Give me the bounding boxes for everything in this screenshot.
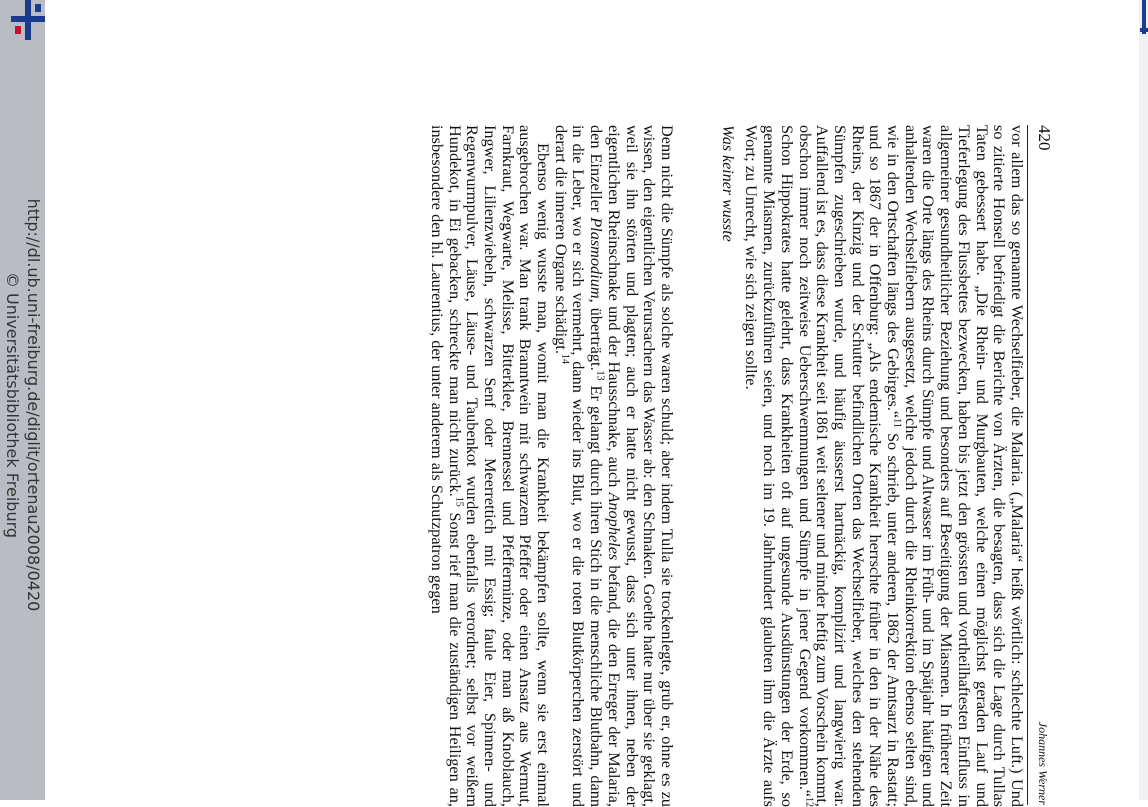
university-logo-icon [0, 0, 45, 50]
footnote-ref: 14 [559, 353, 571, 364]
paragraph-1: vor allem das so genannte Wechselfieber, die Malaria. („Malaria“ heißt wörtlich: schlechte Luft.) Und so zitierte Honsell befriedigt die Berichte von Ärzten, die besagten, dass sich die Lage durch Tullas Taten gebessert habe. „Die Rhein- und Murgbauten, welche einen möglichst geraden Lauf und Tieferlegung des Flussbettes bezwecken, haben bis jetzt den grössten und vortheilhaftesten Einfluss in allgemeiner gesundheitlicher Beziehung und besonders auf Beseitigung der Miasmen. In früherer Zeit waren die Orte längs des Rheins durch Sümpfe und Altwasser im Früh- und im Spätjahr häufigen und anhaltenden Wechselfiebern ausgesetzt, welche jedoch durch die Rheinkorrektion ebenso selten sind, wie in den Ortschaften längs des Gebirges.“$^{11}$ So schrieb, unter anderen, 1862 der Amtsarzt in Rastatt; und so 1867 der in Offenburg: „Als endemische Krankheit herrschte früher in den in der Nähe des Rheins, der Kinzig und der Schutter befindlichen Orten das Wechselfieber, welches den stehenden Sümpfen zugeschrieben wurde, und häufig äusserst hartnäckig, komplizirt und langwierig war. Auffallend ist es, dass diese Krankheit seit 1861 weit seltener und minder heftig zum Vorschein kommt, obschon immer noch zeitweise Ueberschwemmungen und Sümpfe in jener Gegend vorkommen.“$^{12}$ Schon Hippokrates hatte gelehrt, dass Krankheiten oft auf ungesunde Ausdünstungen der Erde, so genannte Miasmen, zurückzuführen seien, und noch im 19. Jahrhundert glaubten ihm die Ärzte aufs Wort; zu Unrecht, wie sich zeigen sollte. [742, 125, 1027, 807]
copyright-notice: © Universitätsbibliothek Freiburg [3, 271, 22, 539]
section-heading-block [718, 125, 736, 807]
page-header [1027, 125, 1056, 805]
page-number: 420 [1035, 125, 1054, 151]
running-head: Johannes Werner [1036, 721, 1050, 805]
document-url[interactable]: http://dl.ub.uni-freiburg.de/diglit/ortenau2008/0420 [24, 198, 43, 612]
footnote-ref: 12 [802, 797, 814, 807]
section-heading: Was keiner wusste [719, 125, 736, 242]
paragraph-2: Denn nicht die Sümpfe als solche waren schuld; aber indem Tulla sie trockenlegte, grub er, ohne es zu wissen, den eigentlichen Verursachern das Wasser ab: den Schnaken. Goethe hatte nur über sie geklagt, weil sie ihn störten und plagten; auch er hatte nicht gewusst, dass sich unter ihnen, neben der eigentlichen Rheinschnake und der Hausschnake, auch Anopheles befand, die den Erreger der Malaria, den Einzeller Plasmodium, überträgt.$^{13}$ Er gelangt durch ihren Stich in die menschliche Blutbahn, dann in die Leber, wo er sich vermehrt, dann wieder ins Blut, wo er die roten Blutkörperchen zerstört und derart die inneren Organe schädigt.$^{14}$ Ebenso wenig wusste man, womit man die Krankheit bekämpfen sollte, wenn sie erst einmal ausgebrochen war. Man trank Branntwein mit schwarzem Pfeffer oder einen Ansatz aus Wermut, Farnkraut, Wegwarte, Melisse, Bitterklee, Brennessel und Pfefferminze, oder man aß Knoblauch, Ingwer, Lilienzwiebeln, schwarzen Senf oder Meerrettich mit Essig; faule Eier, Spinnen- und Regenwurmpulver, Läuse, Läuse- und Taubenkot wurden ebenfalls verordnet; selbst vor weißem Hundekot, in Ei gebacken, schreckte man nicht zurück.$^{15}$ Sonst rief man die zuständigen Heiligen an, insbesondere den hl. Laurentius, der unter anderem als Schutzpatron gegen [427, 125, 677, 807]
footnote-ref: 15 [452, 496, 464, 507]
library-logo-icon [1134, 0, 1148, 40]
paragraph-3: Ebenso wenig wusste man, womit man die Krankheit bekämpfen sollte, wenn sie erst einmal ausgebrochen war. Man trank Branntwein mit schwarzem Pfeffer oder einen Ansatz aus Wermut, Farnkraut, Wegwarte, Melisse, Bitterklee, Brennessel und Pfefferminze, oder man aß Knoblauch, Ingwer, Lilienzwiebeln, schwarzen Senf oder Meerrettich mit Essig; faule Eier, Spinnen- und Regenwurmpulver, Läuse, Läuse- und Taubenkot wurden ebenfalls verordnet; selbst vor weißem Hundekot, in Ei gebacken, schreckte man nicht zurück.$^{15}$ Sonst rief man die zuständigen Heiligen an, insbesondere den hl. Laurentius, der unter anderem als Schutzpatron gegen [427, 125, 554, 807]
footnote-ref: 13 [594, 370, 606, 381]
footnote-ref: 11 [891, 418, 903, 428]
